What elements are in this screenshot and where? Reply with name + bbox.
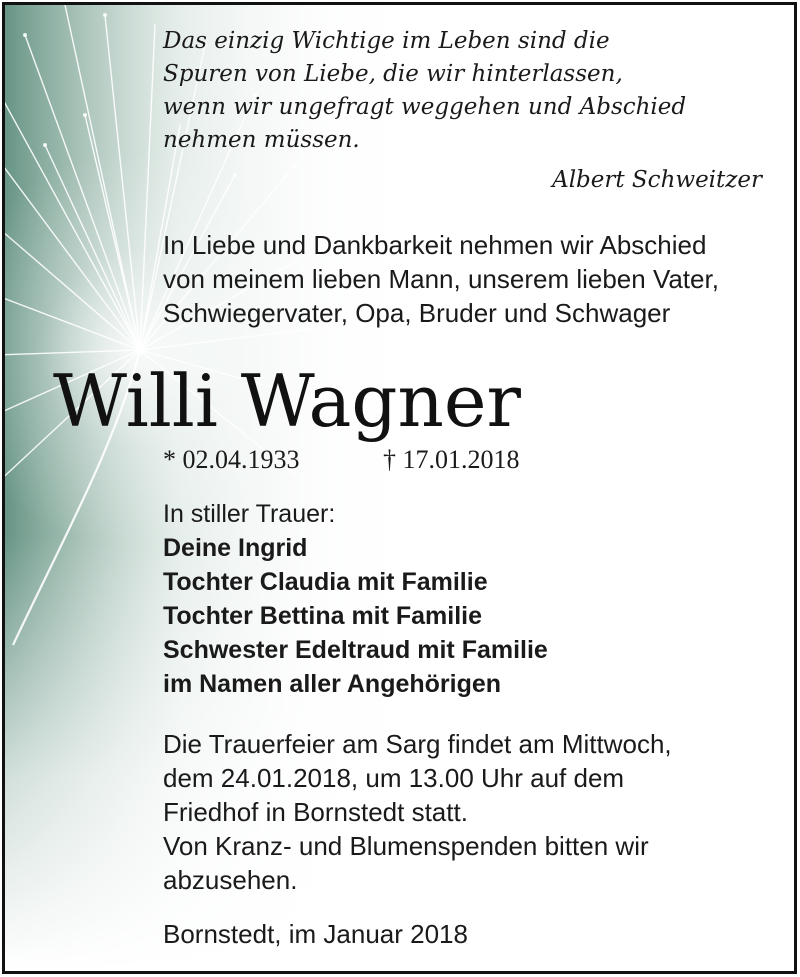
service-line: abzusehen. — [163, 865, 298, 895]
place-date: Bornstedt, im Januar 2018 — [163, 919, 468, 949]
intro-text — [163, 228, 783, 330]
quote-line: Das einzig Wichtige im Leben sind die — [163, 28, 610, 54]
mourner: Tochter Bettina mit Familie — [163, 602, 483, 630]
quote-author: Albert Schweitzer — [552, 167, 762, 193]
intro-line: In Liebe und Dankbarkeit nehmen wir Abschied — [163, 230, 707, 260]
quote-line: nehmen müssen. — [163, 127, 360, 153]
mourner: Schwester Edeltraud mit Familie — [163, 636, 548, 664]
death-date: † 17.01.2018 — [383, 445, 520, 474]
service-line: dem 24.01.2018, um 13.00 Uhr auf dem — [163, 763, 625, 793]
quote — [163, 25, 763, 157]
mourning-heading: In stiller Trauer: — [163, 500, 336, 528]
obituary-notice — [2, 2, 797, 974]
notice-content — [5, 5, 794, 971]
intro-line: Schwiegervater, Opa, Bruder und Schwager — [163, 298, 671, 328]
service-line: Die Trauerfeier am Sarg findet am Mittwoch, — [163, 729, 672, 759]
quote-line: wenn wir ungefragt weggehen und Abschied — [163, 94, 687, 120]
birth-date: * 02.04.1933 — [163, 445, 300, 474]
service-info — [163, 727, 783, 897]
intro-line: von meinem lieben Mann, unserem lieben Vater, — [163, 264, 719, 294]
quote-line: Spuren von Liebe, die wir hinterlassen, — [163, 61, 623, 87]
mourner: Tochter Claudia mit Familie — [163, 568, 488, 596]
mourner: Deine Ingrid — [163, 534, 308, 562]
service-line: Von Kranz- und Blumenspenden bitten wir — [163, 831, 649, 861]
service-line: Friedhof in Bornstedt statt. — [163, 797, 468, 827]
mourners-list — [163, 531, 783, 701]
deceased-name: Willi Wagner — [53, 359, 521, 443]
mourner: im Namen aller Angehörigen — [163, 670, 502, 698]
life-dates — [163, 445, 520, 475]
mourning-section — [163, 497, 783, 701]
